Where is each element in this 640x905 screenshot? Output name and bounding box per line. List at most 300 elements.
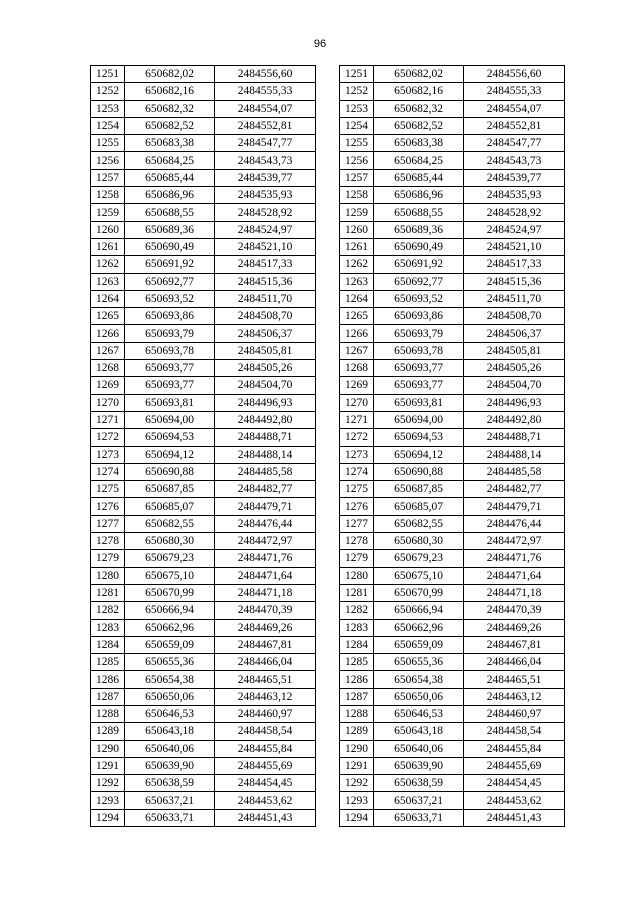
point-number-cell: 1262 (91, 256, 125, 273)
y-coordinate-cell: 2484554,07 (464, 100, 565, 117)
x-coordinate-cell: 650683,38 (125, 135, 215, 152)
x-coordinate-cell: 650682,32 (374, 100, 464, 117)
y-coordinate-cell: 2484471,76 (215, 550, 316, 567)
y-coordinate-cell: 2484492,80 (215, 411, 316, 428)
x-coordinate-cell: 650682,55 (125, 515, 215, 532)
point-number-cell: 1260 (91, 221, 125, 238)
page-number: 96 (313, 38, 327, 50)
point-number-cell: 1285 (340, 654, 374, 671)
table-row (340, 550, 565, 567)
x-coordinate-cell: 650690,49 (125, 238, 215, 255)
y-coordinate-cell: 2484505,81 (215, 342, 316, 359)
y-coordinate-cell: 2484535,93 (215, 187, 316, 204)
y-coordinate-cell: 2484504,70 (215, 377, 316, 394)
table-row (340, 757, 565, 774)
x-coordinate-cell: 650670,99 (125, 584, 215, 601)
y-coordinate-cell: 2484472,97 (464, 533, 565, 550)
y-coordinate-cell: 2484451,43 (215, 809, 316, 826)
x-coordinate-cell: 650693,52 (374, 290, 464, 307)
y-coordinate-cell: 2484511,70 (464, 290, 565, 307)
x-coordinate-cell: 650639,90 (374, 757, 464, 774)
x-coordinate-cell: 650675,10 (374, 567, 464, 584)
point-number-cell: 1272 (340, 429, 374, 446)
point-number-cell: 1259 (340, 204, 374, 221)
point-number-cell: 1287 (91, 688, 125, 705)
y-coordinate-cell: 2484517,33 (464, 256, 565, 273)
table-row (91, 429, 316, 446)
y-coordinate-cell: 2484479,71 (464, 498, 565, 515)
x-coordinate-cell: 650682,02 (374, 66, 464, 83)
x-coordinate-cell: 650638,59 (374, 775, 464, 792)
y-coordinate-cell: 2484505,26 (464, 360, 565, 377)
point-number-cell: 1263 (91, 273, 125, 290)
x-coordinate-cell: 650692,77 (374, 273, 464, 290)
x-coordinate-cell: 650650,06 (374, 688, 464, 705)
x-coordinate-cell: 650662,96 (374, 619, 464, 636)
point-number-cell: 1290 (340, 740, 374, 757)
table-row (91, 619, 316, 636)
y-coordinate-cell: 2484508,70 (215, 308, 316, 325)
table-row (340, 256, 565, 273)
x-coordinate-cell: 650682,52 (125, 117, 215, 134)
x-coordinate-cell: 650691,92 (125, 256, 215, 273)
y-coordinate-cell: 2484460,97 (215, 705, 316, 722)
y-coordinate-cell: 2484465,51 (464, 671, 565, 688)
point-number-cell: 1275 (91, 481, 125, 498)
x-coordinate-cell: 650693,81 (125, 394, 215, 411)
table-row (91, 636, 316, 653)
x-coordinate-cell: 650688,55 (125, 204, 215, 221)
x-coordinate-cell: 650691,92 (374, 256, 464, 273)
point-number-cell: 1268 (91, 360, 125, 377)
y-coordinate-cell: 2484471,18 (464, 584, 565, 601)
table-row (340, 740, 565, 757)
y-coordinate-cell: 2484556,60 (215, 66, 316, 83)
y-coordinate-cell: 2484543,73 (464, 152, 565, 169)
point-number-cell: 1291 (340, 757, 374, 774)
y-coordinate-cell: 2484511,70 (215, 290, 316, 307)
point-number-cell: 1270 (91, 394, 125, 411)
point-number-cell: 1269 (91, 377, 125, 394)
table-row (340, 394, 565, 411)
point-number-cell: 1266 (91, 325, 125, 342)
table-row (91, 757, 316, 774)
y-coordinate-cell: 2484455,69 (464, 757, 565, 774)
x-coordinate-cell: 650694,00 (374, 411, 464, 428)
x-coordinate-cell: 650694,53 (125, 429, 215, 446)
y-coordinate-cell: 2484505,81 (464, 342, 565, 359)
table-row (340, 723, 565, 740)
table-row (340, 584, 565, 601)
x-coordinate-cell: 650685,07 (374, 498, 464, 515)
y-coordinate-cell: 2484515,36 (215, 273, 316, 290)
table-row (91, 325, 316, 342)
x-coordinate-cell: 650694,12 (374, 446, 464, 463)
y-coordinate-cell: 2484555,33 (215, 83, 316, 100)
y-coordinate-cell: 2484515,36 (464, 273, 565, 290)
y-coordinate-cell: 2484451,43 (464, 809, 565, 826)
point-number-cell: 1287 (340, 688, 374, 705)
point-number-cell: 1286 (91, 671, 125, 688)
x-coordinate-cell: 650654,38 (125, 671, 215, 688)
point-number-cell: 1261 (91, 238, 125, 255)
table-row (91, 498, 316, 515)
point-number-cell: 1253 (91, 100, 125, 117)
point-number-cell: 1278 (91, 533, 125, 550)
coordinates-table-right-body (340, 66, 565, 827)
coordinates-table-left-body (91, 66, 316, 827)
table-row (340, 290, 565, 307)
y-coordinate-cell: 2484466,04 (215, 654, 316, 671)
y-coordinate-cell: 2484488,14 (464, 446, 565, 463)
x-coordinate-cell: 650682,55 (374, 515, 464, 532)
table-row (91, 792, 316, 809)
table-row (91, 723, 316, 740)
table-row (340, 567, 565, 584)
point-number-cell: 1285 (91, 654, 125, 671)
point-number-cell: 1258 (340, 187, 374, 204)
point-number-cell: 1254 (340, 117, 374, 134)
x-coordinate-cell: 650640,06 (125, 740, 215, 757)
table-row (91, 550, 316, 567)
x-coordinate-cell: 650684,25 (125, 152, 215, 169)
table-row (91, 169, 316, 186)
x-coordinate-cell: 650693,79 (374, 325, 464, 342)
x-coordinate-cell: 650684,25 (374, 152, 464, 169)
point-number-cell: 1292 (91, 775, 125, 792)
y-coordinate-cell: 2484463,12 (215, 688, 316, 705)
x-coordinate-cell: 650679,23 (125, 550, 215, 567)
table-row (91, 394, 316, 411)
y-coordinate-cell: 2484528,92 (215, 204, 316, 221)
x-coordinate-cell: 650666,94 (374, 602, 464, 619)
y-coordinate-cell: 2484521,10 (464, 238, 565, 255)
x-coordinate-cell: 650690,49 (374, 238, 464, 255)
table-row (340, 238, 565, 255)
table-row (340, 619, 565, 636)
table-row (91, 360, 316, 377)
x-coordinate-cell: 650646,53 (374, 705, 464, 722)
y-coordinate-cell: 2484472,97 (215, 533, 316, 550)
table-row (340, 481, 565, 498)
x-coordinate-cell: 650655,36 (374, 654, 464, 671)
x-coordinate-cell: 650643,18 (125, 723, 215, 740)
point-number-cell: 1269 (340, 377, 374, 394)
y-coordinate-cell: 2484471,64 (464, 567, 565, 584)
y-coordinate-cell: 2484453,62 (215, 792, 316, 809)
point-number-cell: 1290 (91, 740, 125, 757)
y-coordinate-cell: 2484521,10 (215, 238, 316, 255)
x-coordinate-cell: 650693,81 (374, 394, 464, 411)
point-number-cell: 1282 (91, 602, 125, 619)
table-row (340, 66, 565, 83)
x-coordinate-cell: 650686,96 (374, 187, 464, 204)
table-row (91, 602, 316, 619)
point-number-cell: 1267 (91, 342, 125, 359)
table-row (340, 204, 565, 221)
table-row (340, 792, 565, 809)
point-number-cell: 1275 (340, 481, 374, 498)
y-coordinate-cell: 2484479,71 (215, 498, 316, 515)
table-row (91, 100, 316, 117)
y-coordinate-cell: 2484496,93 (215, 394, 316, 411)
table-row (340, 273, 565, 290)
table-row (91, 273, 316, 290)
y-coordinate-cell: 2484458,54 (464, 723, 565, 740)
x-coordinate-cell: 650687,85 (125, 481, 215, 498)
y-coordinate-cell: 2484505,26 (215, 360, 316, 377)
y-coordinate-cell: 2484485,58 (464, 463, 565, 480)
y-coordinate-cell: 2484460,97 (464, 705, 565, 722)
y-coordinate-cell: 2484547,77 (464, 135, 565, 152)
table-row (340, 671, 565, 688)
x-coordinate-cell: 650689,36 (374, 221, 464, 238)
point-number-cell: 1258 (91, 187, 125, 204)
y-coordinate-cell: 2484471,18 (215, 584, 316, 601)
point-number-cell: 1271 (340, 411, 374, 428)
table-row (340, 83, 565, 100)
table-row (340, 325, 565, 342)
table-row (91, 411, 316, 428)
table-row (340, 308, 565, 325)
x-coordinate-cell: 650659,09 (125, 636, 215, 653)
y-coordinate-cell: 2484471,76 (464, 550, 565, 567)
table-row (340, 429, 565, 446)
x-coordinate-cell: 650693,79 (125, 325, 215, 342)
x-coordinate-cell: 650638,59 (125, 775, 215, 792)
point-number-cell: 1266 (340, 325, 374, 342)
x-coordinate-cell: 650682,16 (125, 83, 215, 100)
coordinates-table-right (339, 65, 565, 827)
table-row (91, 308, 316, 325)
table-row (340, 498, 565, 515)
x-coordinate-cell: 650690,88 (125, 463, 215, 480)
point-number-cell: 1260 (340, 221, 374, 238)
y-coordinate-cell: 2484471,64 (215, 567, 316, 584)
x-coordinate-cell: 650655,36 (125, 654, 215, 671)
x-coordinate-cell: 650659,09 (374, 636, 464, 653)
point-number-cell: 1274 (340, 463, 374, 480)
table-row (91, 290, 316, 307)
y-coordinate-cell: 2484485,58 (215, 463, 316, 480)
x-coordinate-cell: 650680,30 (125, 533, 215, 550)
y-coordinate-cell: 2484458,54 (215, 723, 316, 740)
x-coordinate-cell: 650666,94 (125, 602, 215, 619)
point-number-cell: 1273 (340, 446, 374, 463)
point-number-cell: 1276 (340, 498, 374, 515)
table-row (340, 411, 565, 428)
y-coordinate-cell: 2484492,80 (464, 411, 565, 428)
y-coordinate-cell: 2484488,71 (215, 429, 316, 446)
point-number-cell: 1270 (340, 394, 374, 411)
y-coordinate-cell: 2484506,37 (215, 325, 316, 342)
x-coordinate-cell: 650680,30 (374, 533, 464, 550)
x-coordinate-cell: 650683,38 (374, 135, 464, 152)
y-coordinate-cell: 2484504,70 (464, 377, 565, 394)
point-number-cell: 1293 (340, 792, 374, 809)
x-coordinate-cell: 650682,02 (125, 66, 215, 83)
y-coordinate-cell: 2484476,44 (464, 515, 565, 532)
y-coordinate-cell: 2484466,04 (464, 654, 565, 671)
y-coordinate-cell: 2484454,45 (464, 775, 565, 792)
table-row (340, 688, 565, 705)
y-coordinate-cell: 2484517,33 (215, 256, 316, 273)
point-number-cell: 1279 (340, 550, 374, 567)
point-number-cell: 1276 (91, 498, 125, 515)
y-coordinate-cell: 2484556,60 (464, 66, 565, 83)
y-coordinate-cell: 2484455,69 (215, 757, 316, 774)
point-number-cell: 1256 (91, 152, 125, 169)
y-coordinate-cell: 2484528,92 (464, 204, 565, 221)
y-coordinate-cell: 2484555,33 (464, 83, 565, 100)
table-row (340, 377, 565, 394)
table-row (91, 515, 316, 532)
point-number-cell: 1293 (91, 792, 125, 809)
y-coordinate-cell: 2484469,26 (215, 619, 316, 636)
x-coordinate-cell: 650682,52 (374, 117, 464, 134)
y-coordinate-cell: 2484547,77 (215, 135, 316, 152)
y-coordinate-cell: 2484535,93 (464, 187, 565, 204)
table-row (340, 533, 565, 550)
table-row (340, 515, 565, 532)
x-coordinate-cell: 650670,99 (374, 584, 464, 601)
x-coordinate-cell: 650685,44 (125, 169, 215, 186)
point-number-cell: 1283 (340, 619, 374, 636)
y-coordinate-cell: 2484470,39 (215, 602, 316, 619)
x-coordinate-cell: 650682,32 (125, 100, 215, 117)
table-row (91, 809, 316, 826)
point-number-cell: 1255 (91, 135, 125, 152)
x-coordinate-cell: 650650,06 (125, 688, 215, 705)
point-number-cell: 1265 (91, 308, 125, 325)
table-row (91, 187, 316, 204)
point-number-cell: 1273 (91, 446, 125, 463)
table-row (91, 671, 316, 688)
y-coordinate-cell: 2484539,77 (215, 169, 316, 186)
point-number-cell: 1292 (340, 775, 374, 792)
table-row (340, 809, 565, 826)
x-coordinate-cell: 650682,16 (374, 83, 464, 100)
x-coordinate-cell: 650633,71 (125, 809, 215, 826)
table-row (340, 705, 565, 722)
table-row (340, 602, 565, 619)
y-coordinate-cell: 2484554,07 (215, 100, 316, 117)
table-row (340, 463, 565, 480)
point-number-cell: 1288 (340, 705, 374, 722)
point-number-cell: 1280 (91, 567, 125, 584)
y-coordinate-cell: 2484524,97 (464, 221, 565, 238)
x-coordinate-cell: 650694,12 (125, 446, 215, 463)
table-row (91, 135, 316, 152)
y-coordinate-cell: 2484463,12 (464, 688, 565, 705)
table-row (91, 66, 316, 83)
point-number-cell: 1259 (91, 204, 125, 221)
point-number-cell: 1284 (340, 636, 374, 653)
point-number-cell: 1288 (91, 705, 125, 722)
table-row (340, 654, 565, 671)
table-row (91, 204, 316, 221)
table-row (91, 533, 316, 550)
y-coordinate-cell: 2484488,71 (464, 429, 565, 446)
point-number-cell: 1257 (340, 169, 374, 186)
point-number-cell: 1267 (340, 342, 374, 359)
table-row (91, 83, 316, 100)
y-coordinate-cell: 2484470,39 (464, 602, 565, 619)
table-row (91, 567, 316, 584)
table-row (340, 636, 565, 653)
y-coordinate-cell: 2484508,70 (464, 308, 565, 325)
x-coordinate-cell: 650692,77 (125, 273, 215, 290)
table-row (91, 446, 316, 463)
y-coordinate-cell: 2484469,26 (464, 619, 565, 636)
point-number-cell: 1252 (91, 83, 125, 100)
point-number-cell: 1279 (91, 550, 125, 567)
x-coordinate-cell: 650646,53 (125, 705, 215, 722)
x-coordinate-cell: 650662,96 (125, 619, 215, 636)
y-coordinate-cell: 2484552,81 (464, 117, 565, 134)
point-number-cell: 1262 (340, 256, 374, 273)
y-coordinate-cell: 2484455,84 (464, 740, 565, 757)
x-coordinate-cell: 650640,06 (374, 740, 464, 757)
y-coordinate-cell: 2484482,77 (215, 481, 316, 498)
point-number-cell: 1286 (340, 671, 374, 688)
y-coordinate-cell: 2484496,93 (464, 394, 565, 411)
y-coordinate-cell: 2484524,97 (215, 221, 316, 238)
y-coordinate-cell: 2484506,37 (464, 325, 565, 342)
point-number-cell: 1283 (91, 619, 125, 636)
point-number-cell: 1264 (340, 290, 374, 307)
x-coordinate-cell: 650693,52 (125, 290, 215, 307)
point-number-cell: 1284 (91, 636, 125, 653)
point-number-cell: 1294 (340, 809, 374, 826)
y-coordinate-cell: 2484453,62 (464, 792, 565, 809)
table-row (340, 360, 565, 377)
table-row (91, 584, 316, 601)
x-coordinate-cell: 650637,21 (125, 792, 215, 809)
x-coordinate-cell: 650687,85 (374, 481, 464, 498)
y-coordinate-cell: 2484476,44 (215, 515, 316, 532)
y-coordinate-cell: 2484543,73 (215, 152, 316, 169)
table-row (91, 481, 316, 498)
table-row (340, 775, 565, 792)
table-row (340, 187, 565, 204)
x-coordinate-cell: 650679,23 (374, 550, 464, 567)
table-row (340, 169, 565, 186)
y-coordinate-cell: 2484465,51 (215, 671, 316, 688)
x-coordinate-cell: 650694,00 (125, 411, 215, 428)
table-row (91, 463, 316, 480)
point-number-cell: 1289 (91, 723, 125, 740)
x-coordinate-cell: 650693,86 (125, 308, 215, 325)
point-number-cell: 1274 (91, 463, 125, 480)
point-number-cell: 1256 (340, 152, 374, 169)
table-row (91, 775, 316, 792)
point-number-cell: 1294 (91, 809, 125, 826)
x-coordinate-cell: 650693,77 (125, 360, 215, 377)
table-row (91, 221, 316, 238)
point-number-cell: 1253 (340, 100, 374, 117)
table-row (340, 117, 565, 134)
point-number-cell: 1280 (340, 567, 374, 584)
point-number-cell: 1263 (340, 273, 374, 290)
x-coordinate-cell: 650693,78 (374, 342, 464, 359)
point-number-cell: 1254 (91, 117, 125, 134)
x-coordinate-cell: 650675,10 (125, 567, 215, 584)
coordinates-table-left (90, 65, 316, 827)
x-coordinate-cell: 650693,86 (374, 308, 464, 325)
point-number-cell: 1251 (91, 66, 125, 83)
table-row (91, 342, 316, 359)
